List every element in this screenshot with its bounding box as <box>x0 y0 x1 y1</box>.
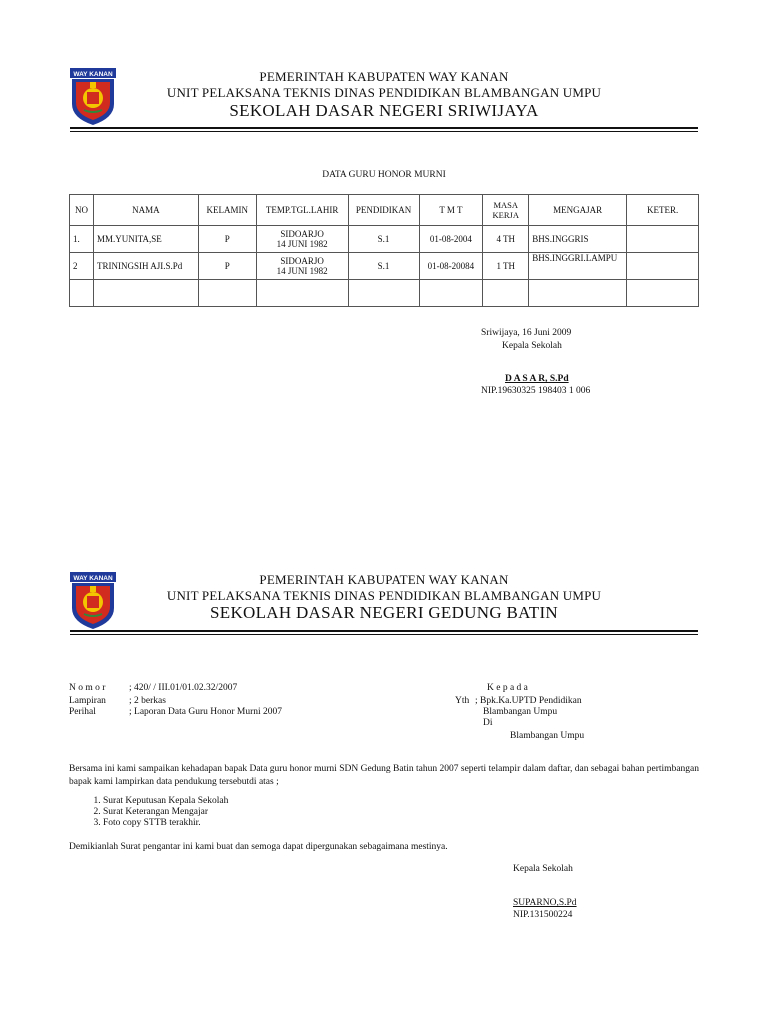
cell-kelamin <box>198 280 256 307</box>
logo-text: WAY KANAN <box>73 71 113 78</box>
nomor-value: ; 420/ / III.01/01.02.32/2007 <box>129 683 238 693</box>
cell-masa: 1 TH <box>483 253 529 280</box>
cell-tmt: 01-08-20084 <box>419 253 483 280</box>
di-value-row <box>0 731 768 743</box>
header-rule-thick <box>70 127 698 129</box>
di-row <box>0 718 768 730</box>
nomor-row <box>0 683 768 695</box>
cell-kelamin: P <box>198 253 256 280</box>
closing-paragraph: Demikianlah Surat pengantar ini kami buat dan semoga dapat dipergunakan sebagaimana mestinya. <box>69 842 448 852</box>
cell-masa: 4 TH <box>483 226 529 253</box>
nomor-label: N o m o r <box>69 683 106 693</box>
body-paragraph: Bersama ini kami sampaikan kehadapan bapak Data guru honor murni SDN Gedung Batin tahun 2007 seperti telampir dalam daftar, dan sebagai bahan pertimbangan bapak kami lampirkan data pendukung tersebutdi atas ; <box>69 764 699 787</box>
cell-mengajar <box>529 280 627 307</box>
cell-no <box>70 280 94 307</box>
cell-nama <box>93 280 198 307</box>
col-header: PENDIDIKAN <box>348 195 419 226</box>
cell-masa <box>483 280 529 307</box>
col-header: T M T <box>419 195 483 226</box>
yth-line2: Blambangan Umpu <box>483 707 558 717</box>
di-label: Di <box>483 718 493 728</box>
cell-tmt: 01-08-2004 <box>419 226 483 253</box>
attachment-list <box>83 796 228 829</box>
place-date: Sriwijaya, 16 Juni 2009 <box>481 328 572 338</box>
perihal-value: ; Laporan Data Guru Honor Murni 2007 <box>129 707 283 717</box>
table-row <box>70 280 699 307</box>
signer-nip: NIP.19630325 198403 1 006 <box>481 386 591 396</box>
table-title: DATA GURU HONOR MURNI <box>322 170 446 180</box>
table-row <box>70 253 699 280</box>
cell-ttl <box>256 280 348 307</box>
cell-nama: TRININGSIH AJI.S.Pd <box>93 253 198 280</box>
cell-tmt <box>419 280 483 307</box>
cell-tanggal: 14 JUNI 1982 <box>276 239 328 249</box>
cell-nama: MM.YUNITA,SE <box>93 226 198 253</box>
table-header-row <box>70 195 699 226</box>
school-name: SEKOLAH DASAR NEGERI SRIWIJAYA <box>229 101 539 120</box>
lampiran-value: ; 2 berkas <box>129 696 166 706</box>
col-header: TEMP.TGL.LAHIR <box>256 195 348 226</box>
header-line1: PEMERINTAH KABUPATEN WAY KANAN <box>259 69 509 84</box>
di-value: Blambangan Umpu <box>510 731 585 741</box>
cell-tanggal: 14 JUNI 1982 <box>276 266 328 276</box>
yth-value: ; Bpk.Ka.UPTD Pendidikan <box>475 696 582 706</box>
col-header: NO <box>70 195 94 226</box>
table-row <box>70 226 699 253</box>
signer-name: D A S A R, S.Pd <box>505 374 569 384</box>
header-line1: PEMERINTAH KABUPATEN WAY KANAN <box>259 572 509 587</box>
cell-ttl <box>256 226 348 253</box>
header-line2: UNIT PELAKSANA TEKNIS DINAS PENDIDIKAN BLAMBANGAN UMPU <box>166 85 602 100</box>
header-line2: UNIT PELAKSANA TEKNIS DINAS PENDIDIKAN BLAMBANGAN UMPU <box>166 588 602 603</box>
signer-name: SUPARNO,S.Pd <box>513 898 577 908</box>
signer-position: Kepala Sekolah <box>502 341 562 351</box>
cell-ttl <box>256 253 348 280</box>
list-item: 3. Foto copy STTB terakhir. <box>103 818 228 829</box>
kepada-label: K e p a d a <box>487 683 528 693</box>
lampiran-label: Lampiran <box>69 696 106 706</box>
cell-keter <box>627 253 699 280</box>
cell-keter <box>627 280 699 307</box>
cell-tempat: SIDOARJO <box>280 256 324 266</box>
col-header: MASA KERJA <box>483 195 529 226</box>
cell-no: 2 <box>70 253 94 280</box>
yth-label: Yth <box>455 696 470 706</box>
school-name: SEKOLAH DASAR NEGERI GEDUNG BATIN <box>210 603 558 622</box>
list-item: 2. Surat Keterangan Mengajar <box>103 807 228 818</box>
header-rule-thin <box>70 131 698 132</box>
signer-nip: NIP.131500224 <box>513 910 573 920</box>
logo-text: WAY KANAN <box>73 575 113 582</box>
teacher-table <box>69 194 699 307</box>
cell-pendidikan <box>348 280 419 307</box>
perihal-label: Perihal <box>69 707 96 717</box>
header-rule-thin <box>70 634 698 635</box>
list-item: 1. Surat Keputusan Kepala Sekolah <box>103 796 228 807</box>
col-header: NAMA <box>93 195 198 226</box>
cell-pendidikan: S.1 <box>348 253 419 280</box>
cell-mengajar: BHS.INGGRI.LAMPU <box>529 253 627 280</box>
cell-keter <box>627 226 699 253</box>
cell-tempat: SIDOARJO <box>280 229 324 239</box>
cell-kelamin: P <box>198 226 256 253</box>
cell-pendidikan: S.1 <box>348 226 419 253</box>
col-header: MENGAJAR <box>529 195 627 226</box>
col-header: KELAMIN <box>198 195 256 226</box>
signer-position: Kepala Sekolah <box>513 864 573 874</box>
col-header: KETER. <box>627 195 699 226</box>
cell-mengajar: BHS.INGGRIS <box>529 226 627 253</box>
cell-no: 1. <box>70 226 94 253</box>
header-rule-thick <box>70 630 698 632</box>
